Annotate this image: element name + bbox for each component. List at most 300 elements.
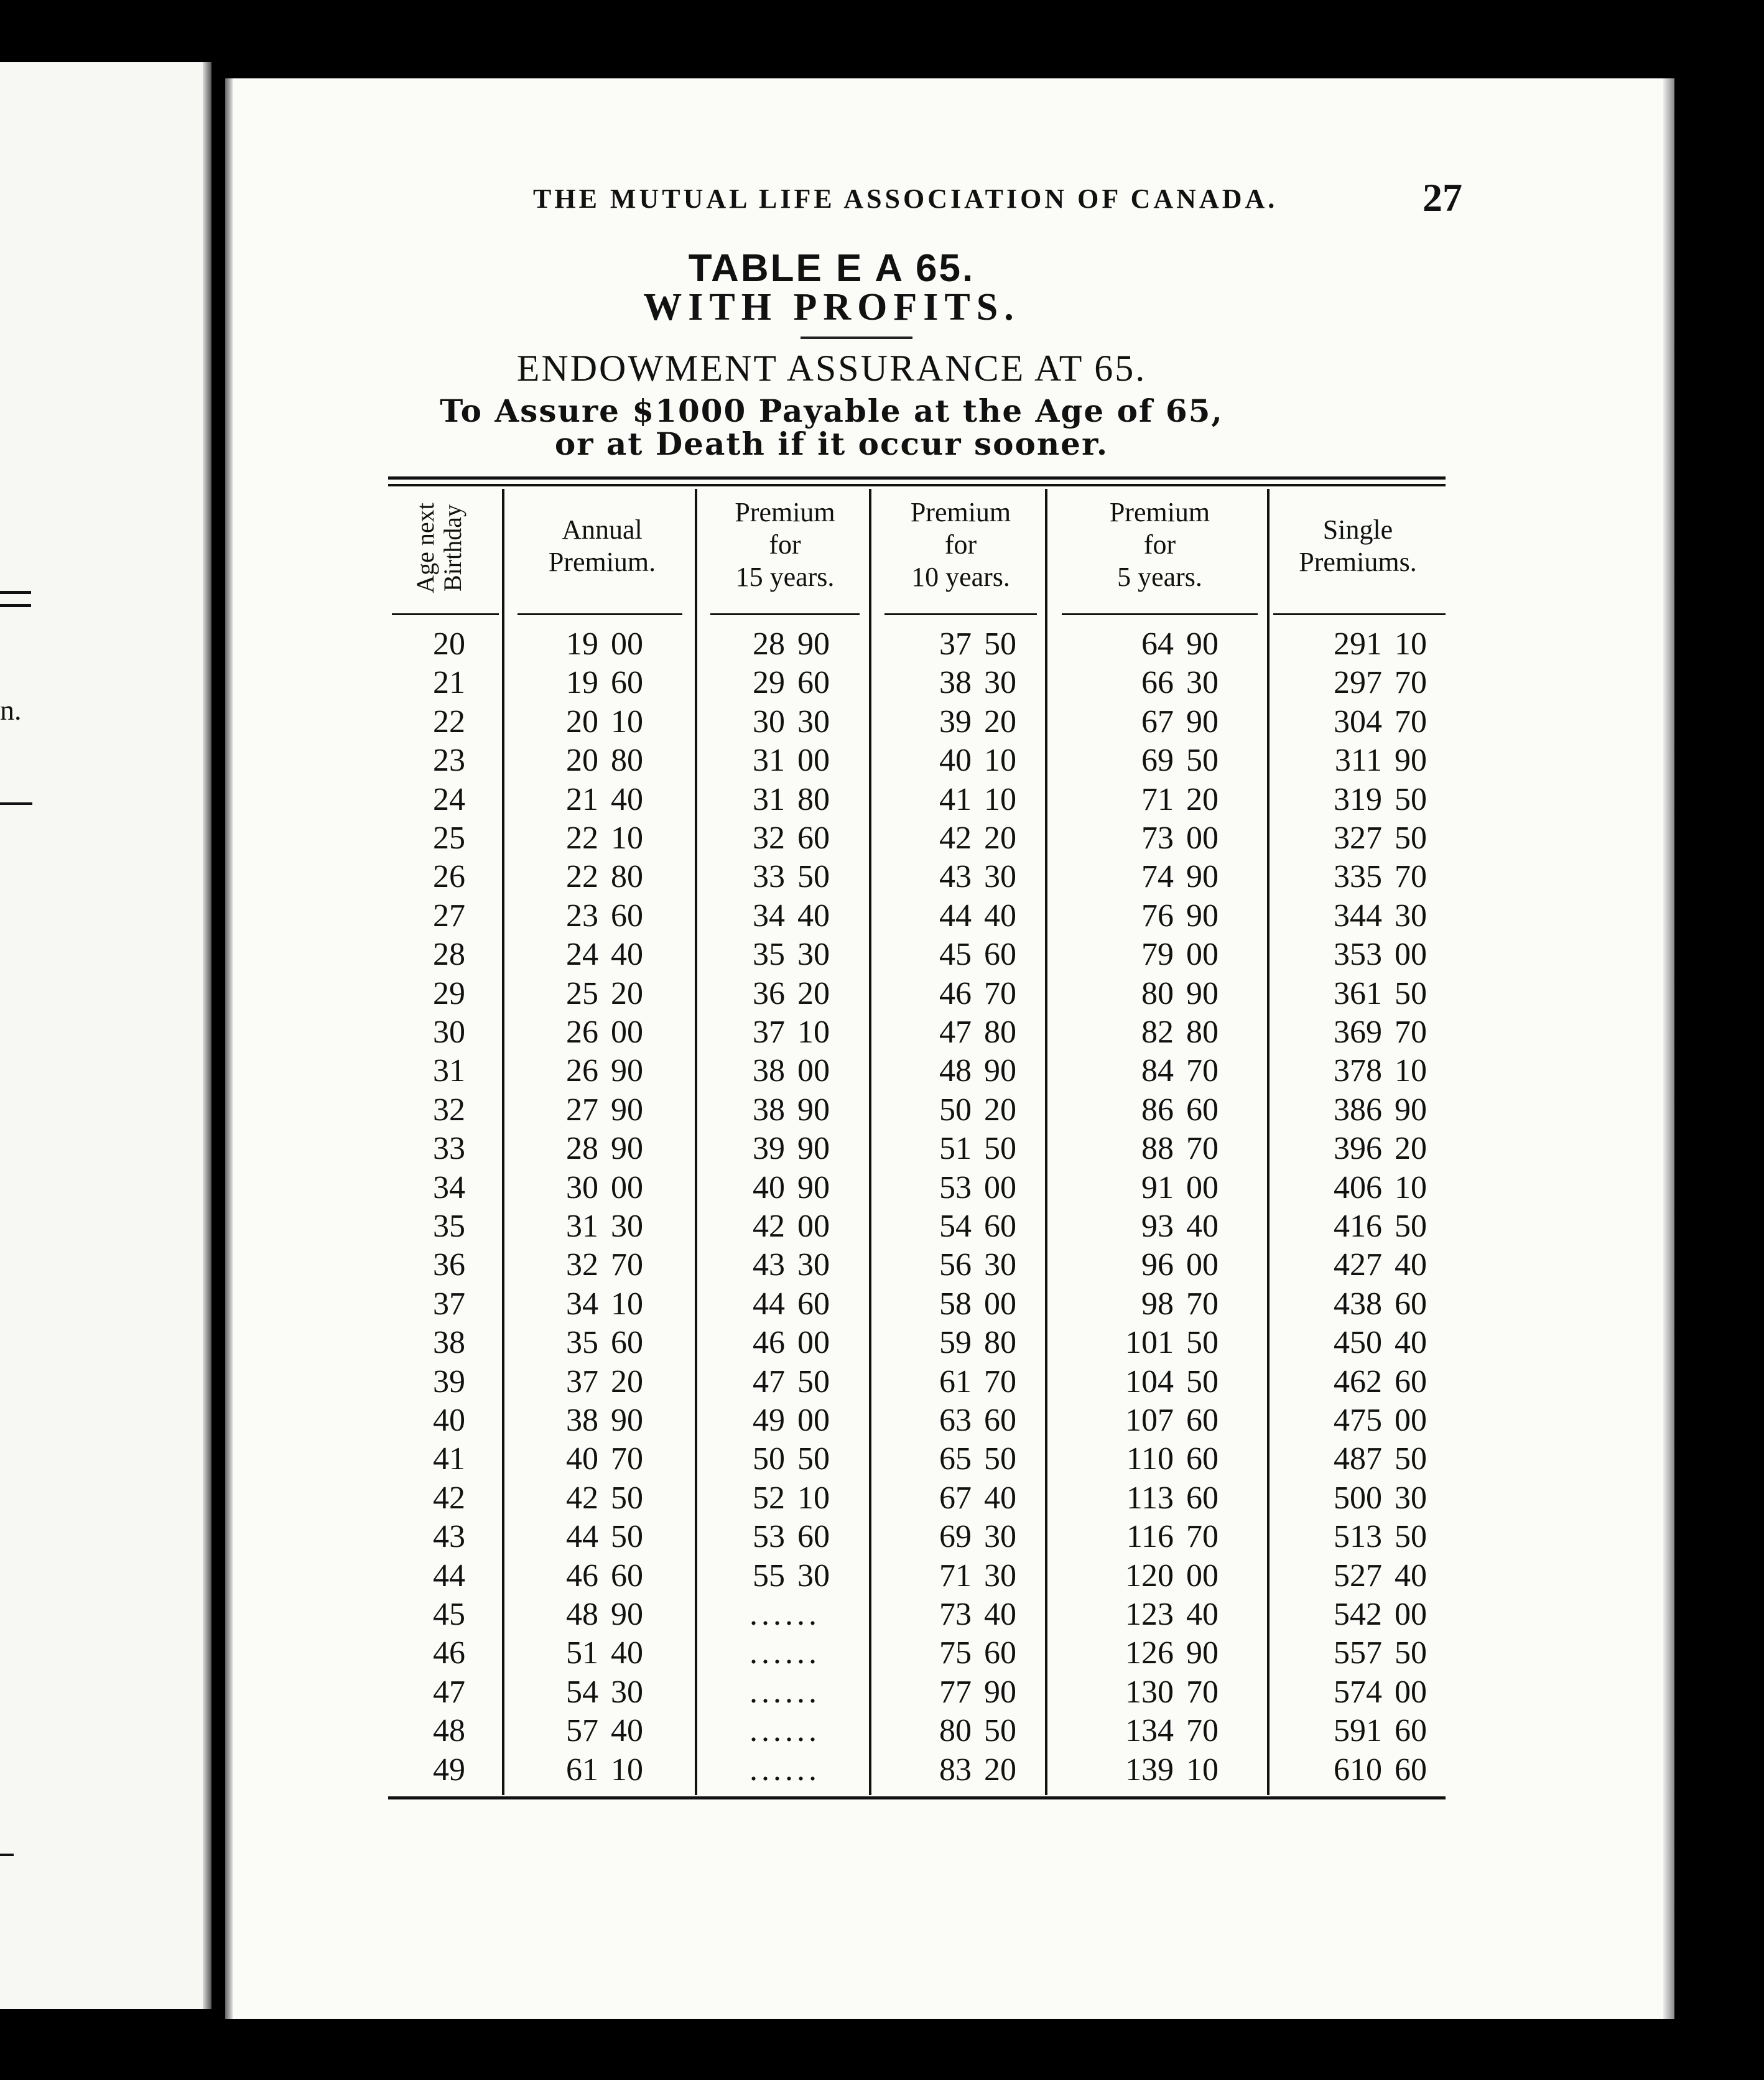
condition-line-2: or at Death if it occur sooner. xyxy=(554,425,1109,462)
dollars: 344 xyxy=(1334,898,1382,934)
age-cell: 32 xyxy=(433,1092,465,1128)
dollars: 48 xyxy=(939,1053,972,1089)
dollars: 574 xyxy=(1334,1674,1382,1710)
cents: 60 xyxy=(797,1519,830,1555)
dollars: 30 xyxy=(753,703,785,740)
dollars: 65 xyxy=(939,1441,972,1477)
dollars: 34 xyxy=(753,898,785,934)
cents: 40 xyxy=(611,781,643,817)
dollars: 542 xyxy=(1334,1597,1382,1632)
dollars: 52 xyxy=(753,1480,785,1516)
dollars: 79 xyxy=(1141,937,1174,973)
cents: 70 xyxy=(611,1441,643,1477)
cents: 40 xyxy=(1186,1209,1219,1244)
dollars: 19 xyxy=(566,626,598,662)
cents: 40 xyxy=(984,1480,1016,1516)
rule xyxy=(0,802,32,805)
cents: 80 xyxy=(1186,1014,1219,1050)
cents: 60 xyxy=(984,937,1016,973)
cents: 90 xyxy=(611,1131,643,1167)
dollars: 80 xyxy=(1141,975,1174,1011)
cents: 60 xyxy=(984,1209,1016,1244)
age-cell: 24 xyxy=(433,781,465,817)
dollars: 86 xyxy=(1141,1092,1174,1128)
cents: 60 xyxy=(1186,1480,1219,1516)
cents: 00 xyxy=(611,1014,643,1050)
dollars: 37 xyxy=(566,1363,598,1400)
column-header xyxy=(698,496,872,593)
cents: 20 xyxy=(611,1363,643,1400)
condition-line-1: To Assure $1000 Payable at the Age of 65, xyxy=(440,392,1223,429)
cents: 50 xyxy=(1395,1209,1427,1244)
cents: 60 xyxy=(1186,1092,1219,1128)
cents: 00 xyxy=(797,1209,830,1244)
cents: 90 xyxy=(611,1092,643,1128)
dollars: 37 xyxy=(753,1014,785,1050)
cents: 70 xyxy=(984,1363,1016,1400)
cents: 00 xyxy=(984,1286,1016,1322)
dollars: 335 xyxy=(1334,859,1382,895)
age-cell: 22 xyxy=(433,703,465,740)
cents: 10 xyxy=(611,1752,643,1788)
dollars: 63 xyxy=(939,1403,972,1438)
dollars: 28 xyxy=(753,626,785,662)
dollars: 41 xyxy=(939,781,972,817)
dollars: 33 xyxy=(753,859,785,895)
cents: 20 xyxy=(984,820,1016,856)
cents: 10 xyxy=(797,1014,830,1050)
dollars: 93 xyxy=(1141,1209,1174,1244)
column-header xyxy=(872,496,1049,593)
dollars: 67 xyxy=(939,1480,972,1516)
age-cell: 29 xyxy=(433,975,465,1011)
dollars: 91 xyxy=(1141,1169,1174,1205)
dollars: 47 xyxy=(753,1363,785,1400)
dollars: 74 xyxy=(1141,859,1174,895)
cents: 00 xyxy=(797,743,830,779)
cents: 90 xyxy=(611,1403,643,1438)
dollars: 19 xyxy=(566,665,598,701)
column-header xyxy=(1049,496,1270,593)
dollars: 304 xyxy=(1334,703,1382,740)
cents: 70 xyxy=(1186,1286,1219,1322)
dollars: 438 xyxy=(1334,1286,1382,1322)
dollars: 66 xyxy=(1141,665,1174,701)
empty-cell-leader: ...... xyxy=(750,1597,820,1632)
dollars: 475 xyxy=(1334,1403,1382,1438)
dollars: 610 xyxy=(1334,1752,1382,1788)
cents: 00 xyxy=(1186,937,1219,973)
cents: 50 xyxy=(984,1441,1016,1477)
cents: 70 xyxy=(1186,1674,1219,1710)
age-cell: 20 xyxy=(433,626,465,662)
dollars: 75 xyxy=(939,1635,972,1671)
cents: 00 xyxy=(984,1169,1016,1205)
cents: 80 xyxy=(611,859,643,895)
cents: 60 xyxy=(984,1635,1016,1671)
cents: 90 xyxy=(1395,1092,1427,1128)
dollars: 51 xyxy=(566,1635,598,1671)
cents: 60 xyxy=(611,898,643,934)
dollars: 26 xyxy=(566,1014,598,1050)
dollars: 50 xyxy=(753,1441,785,1477)
age-cell: 49 xyxy=(433,1752,465,1788)
cents: 90 xyxy=(797,1131,830,1167)
heading: ENDOWMENT ASSURANCE AT 65. xyxy=(516,348,1147,389)
cents: 70 xyxy=(1186,1131,1219,1167)
cents: 30 xyxy=(984,1519,1016,1555)
cents: 70 xyxy=(1186,1053,1219,1089)
cents: 20 xyxy=(984,1092,1016,1128)
cents: 60 xyxy=(1186,1441,1219,1477)
dollars: 500 xyxy=(1334,1480,1382,1516)
cents: 90 xyxy=(984,1053,1016,1089)
cents: 80 xyxy=(984,1325,1016,1361)
facing-page-left xyxy=(0,62,211,2009)
dollars: 48 xyxy=(566,1597,598,1632)
empty-cell-leader: ...... xyxy=(750,1635,820,1671)
dollars: 487 xyxy=(1334,1441,1382,1477)
cents: 30 xyxy=(1186,665,1219,701)
dollars: 42 xyxy=(566,1480,598,1516)
cents: 30 xyxy=(1395,1480,1427,1516)
cents: 90 xyxy=(797,1092,830,1128)
cents: 50 xyxy=(1395,975,1427,1011)
cents: 60 xyxy=(611,665,643,701)
header-rule xyxy=(884,613,1037,615)
column-header-line: Premium xyxy=(1109,497,1210,527)
cents: 10 xyxy=(1395,1169,1427,1205)
dollars: 54 xyxy=(566,1674,598,1710)
cents: 40 xyxy=(984,1597,1016,1632)
dollars: 45 xyxy=(939,937,972,973)
cents: 40 xyxy=(1395,1325,1427,1361)
cents: 70 xyxy=(1186,1519,1219,1555)
age-cell: 40 xyxy=(433,1403,465,1438)
dollars: 43 xyxy=(939,859,972,895)
cents: 50 xyxy=(797,859,830,895)
dollars: 34 xyxy=(566,1286,598,1322)
cents: 00 xyxy=(1395,937,1427,973)
age-cell: 26 xyxy=(433,859,465,895)
age-cell: 46 xyxy=(433,1635,465,1671)
age-cell: 34 xyxy=(433,1169,465,1205)
age-cell: 33 xyxy=(433,1131,465,1167)
dollars: 44 xyxy=(566,1519,598,1555)
dollars: 427 xyxy=(1334,1247,1382,1283)
dollars: 64 xyxy=(1141,626,1174,662)
dollars: 38 xyxy=(753,1092,785,1128)
dollars: 28 xyxy=(566,1131,598,1167)
cents: 60 xyxy=(1395,1363,1427,1400)
cents: 00 xyxy=(1395,1597,1427,1632)
cents: 70 xyxy=(611,1247,643,1283)
table-top-rule-2 xyxy=(388,484,1446,486)
dollars: 319 xyxy=(1334,781,1382,817)
dollars: 37 xyxy=(939,626,972,662)
dollars: 96 xyxy=(1141,1247,1174,1283)
dollars: 22 xyxy=(566,820,598,856)
cents: 20 xyxy=(797,975,830,1011)
age-cell: 21 xyxy=(433,665,465,701)
table-subtitle: WITH PROFITS. xyxy=(643,286,1020,328)
cents: 90 xyxy=(984,1674,1016,1710)
dollars: 369 xyxy=(1334,1014,1382,1050)
cents: 40 xyxy=(1395,1558,1427,1594)
age-cell: 47 xyxy=(433,1674,465,1710)
dollars: 378 xyxy=(1334,1053,1382,1089)
column-header-line: Single xyxy=(1322,514,1393,545)
running-head: THE MUTUAL LIFE ASSOCIATION OF CANADA. xyxy=(533,183,1278,214)
column-header-line: Age next xyxy=(411,503,439,593)
cents: 40 xyxy=(611,1713,643,1749)
table-title: TABLE E A 65. xyxy=(688,247,975,290)
dollars: 38 xyxy=(939,665,972,701)
dollars: 32 xyxy=(753,820,785,856)
dollars: 116 xyxy=(1126,1519,1174,1555)
table-bottom-rule xyxy=(388,1796,1446,1799)
dollars: 29 xyxy=(753,665,785,701)
dollars: 36 xyxy=(753,975,785,1011)
dollars: 42 xyxy=(753,1209,785,1244)
cents: 40 xyxy=(1186,1597,1219,1632)
dollars: 557 xyxy=(1334,1635,1382,1671)
dollars: 361 xyxy=(1334,975,1382,1011)
cents: 50 xyxy=(1186,743,1219,779)
cents: 90 xyxy=(1186,975,1219,1011)
dollars: 327 xyxy=(1334,820,1382,856)
dollars: 76 xyxy=(1141,898,1174,934)
dollars: 46 xyxy=(753,1325,785,1361)
dollars: 88 xyxy=(1141,1131,1174,1167)
cents: 90 xyxy=(1186,703,1219,740)
age-cell: 39 xyxy=(433,1363,465,1400)
cents: 90 xyxy=(1186,898,1219,934)
dollars: 84 xyxy=(1141,1053,1174,1089)
cents: 30 xyxy=(1395,898,1427,934)
cents: 60 xyxy=(797,665,830,701)
cents: 90 xyxy=(1186,859,1219,895)
cents: 50 xyxy=(1395,1519,1427,1555)
dollars: 80 xyxy=(939,1713,972,1749)
page-number: 27 xyxy=(1423,175,1462,220)
cents: 20 xyxy=(1186,781,1219,817)
dollars: 31 xyxy=(753,743,785,779)
column-header-age xyxy=(412,489,468,607)
dollars: 527 xyxy=(1334,1558,1382,1594)
dollars: 44 xyxy=(753,1286,785,1322)
dollars: 44 xyxy=(939,898,972,934)
dollars: 67 xyxy=(1141,703,1174,740)
dollars: 126 xyxy=(1125,1635,1174,1671)
cents: 50 xyxy=(984,1713,1016,1749)
dollars: 51 xyxy=(939,1131,972,1167)
column-header-line: Premium xyxy=(910,497,1011,527)
dollars: 59 xyxy=(939,1325,972,1361)
cents: 50 xyxy=(797,1363,830,1400)
age-cell: 48 xyxy=(433,1713,465,1749)
dollars: 107 xyxy=(1125,1403,1174,1438)
cents: 60 xyxy=(1395,1713,1427,1749)
cents: 90 xyxy=(1186,1635,1219,1671)
cents: 60 xyxy=(1395,1286,1427,1322)
dollars: 42 xyxy=(939,820,972,856)
cents: 50 xyxy=(1395,820,1427,856)
dollars: 25 xyxy=(566,975,598,1011)
cents: 30 xyxy=(984,859,1016,895)
cents: 70 xyxy=(1395,859,1427,895)
cents: 90 xyxy=(611,1053,643,1089)
dollars: 24 xyxy=(566,937,598,973)
cents: 10 xyxy=(611,1286,643,1322)
cents: 80 xyxy=(984,1014,1016,1050)
dollars: 134 xyxy=(1125,1713,1174,1749)
cents: 50 xyxy=(1395,1441,1427,1477)
dollars: 61 xyxy=(939,1363,972,1400)
dollars: 71 xyxy=(939,1558,972,1594)
cents: 60 xyxy=(1395,1752,1427,1788)
cents: 30 xyxy=(984,1247,1016,1283)
dollars: 591 xyxy=(1334,1713,1382,1749)
dollars: 46 xyxy=(566,1558,598,1594)
cents: 10 xyxy=(1395,626,1427,662)
age-cell: 25 xyxy=(433,820,465,856)
cents: 40 xyxy=(611,937,643,973)
dollars: 130 xyxy=(1125,1674,1174,1710)
dollars: 30 xyxy=(566,1169,598,1205)
dollars: 462 xyxy=(1334,1363,1382,1400)
age-cell: 44 xyxy=(433,1558,465,1594)
dollars: 69 xyxy=(1141,743,1174,779)
cents: 00 xyxy=(1186,820,1219,856)
dollars: 22 xyxy=(566,859,598,895)
age-cell: 38 xyxy=(433,1325,465,1361)
age-cell: 28 xyxy=(433,937,465,973)
dollars: 23 xyxy=(566,898,598,934)
cents: 50 xyxy=(984,626,1016,662)
cents: 90 xyxy=(797,1169,830,1205)
header-rule xyxy=(392,613,499,615)
cents: 90 xyxy=(797,626,830,662)
cents: 60 xyxy=(611,1558,643,1594)
dollars: 55 xyxy=(753,1558,785,1594)
cents: 70 xyxy=(1395,703,1427,740)
cents: 00 xyxy=(1186,1558,1219,1594)
cents: 00 xyxy=(1186,1169,1219,1205)
dollars: 82 xyxy=(1141,1014,1174,1050)
dollars: 406 xyxy=(1334,1169,1382,1205)
cents: 30 xyxy=(797,703,830,740)
dollars: 39 xyxy=(939,703,972,740)
dollars: 32 xyxy=(566,1247,598,1283)
cents: 10 xyxy=(984,743,1016,779)
dollars: 35 xyxy=(566,1325,598,1361)
empty-cell-leader: ...... xyxy=(750,1713,820,1749)
dollars: 47 xyxy=(939,1014,972,1050)
cents: 50 xyxy=(611,1480,643,1516)
cents: 90 xyxy=(1395,743,1427,779)
cents: 70 xyxy=(1395,1014,1427,1050)
dollars: 297 xyxy=(1334,665,1382,701)
dollars: 139 xyxy=(1125,1752,1174,1788)
dollars: 27 xyxy=(566,1092,598,1128)
cents: 50 xyxy=(984,1131,1016,1167)
cents: 20 xyxy=(984,703,1016,740)
age-cell: 35 xyxy=(433,1209,465,1244)
age-cell: 27 xyxy=(433,898,465,934)
cents: 90 xyxy=(611,1597,643,1632)
header-rule xyxy=(518,613,682,615)
dollars: 69 xyxy=(939,1519,972,1555)
dollars: 20 xyxy=(566,743,598,779)
cents: 20 xyxy=(1395,1131,1427,1167)
cents: 00 xyxy=(1395,1674,1427,1710)
dollars: 40 xyxy=(939,743,972,779)
column-header-line: for xyxy=(944,529,977,560)
cents: 50 xyxy=(1186,1363,1219,1400)
page-gutter xyxy=(203,62,211,2009)
cents: 10 xyxy=(611,820,643,856)
cents: 30 xyxy=(611,1674,643,1710)
cents: 30 xyxy=(984,665,1016,701)
cents: 10 xyxy=(1186,1752,1219,1788)
cents: 50 xyxy=(1395,781,1427,817)
double-rule xyxy=(0,591,31,607)
header-rule xyxy=(1273,613,1446,615)
column-separator xyxy=(869,489,871,1795)
dollars: 35 xyxy=(753,937,785,973)
cents: 10 xyxy=(611,703,643,740)
cents: 50 xyxy=(1186,1325,1219,1361)
age-cell: 30 xyxy=(433,1014,465,1050)
cents: 00 xyxy=(797,1403,830,1438)
dollars: 98 xyxy=(1141,1286,1174,1322)
cents: 30 xyxy=(984,1558,1016,1594)
dollars: 38 xyxy=(566,1403,598,1438)
cents: 10 xyxy=(1395,1053,1427,1089)
column-header-line: Birthday xyxy=(439,504,467,592)
dollars: 104 xyxy=(1125,1363,1174,1400)
cents: 70 xyxy=(1395,665,1427,701)
dollars: 21 xyxy=(566,781,598,817)
dollars: 43 xyxy=(753,1247,785,1283)
column-separator xyxy=(695,489,697,1795)
column-header-line: for xyxy=(1143,529,1176,560)
dollars: 49 xyxy=(753,1403,785,1438)
dollars: 101 xyxy=(1125,1325,1174,1361)
age-cell: 43 xyxy=(433,1519,465,1555)
rule xyxy=(0,1854,14,1856)
dollars: 513 xyxy=(1334,1519,1382,1555)
cents: 00 xyxy=(611,1169,643,1205)
dollars: 73 xyxy=(1141,820,1174,856)
column-header-line: 10 years. xyxy=(911,562,1010,592)
column-header-line: Premium xyxy=(735,497,835,527)
empty-cell-leader: ...... xyxy=(750,1752,820,1788)
cents: 30 xyxy=(611,1209,643,1244)
age-cell: 42 xyxy=(433,1480,465,1516)
dollars: 53 xyxy=(939,1169,972,1205)
dollars: 54 xyxy=(939,1209,972,1244)
dollars: 53 xyxy=(753,1519,785,1555)
cents: 40 xyxy=(1395,1247,1427,1283)
cents: 50 xyxy=(1395,1635,1427,1671)
dollars: 110 xyxy=(1126,1441,1174,1477)
column-header xyxy=(1270,514,1446,578)
cents: 00 xyxy=(1395,1403,1427,1438)
cents: 00 xyxy=(797,1053,830,1089)
cents: 70 xyxy=(984,975,1016,1011)
